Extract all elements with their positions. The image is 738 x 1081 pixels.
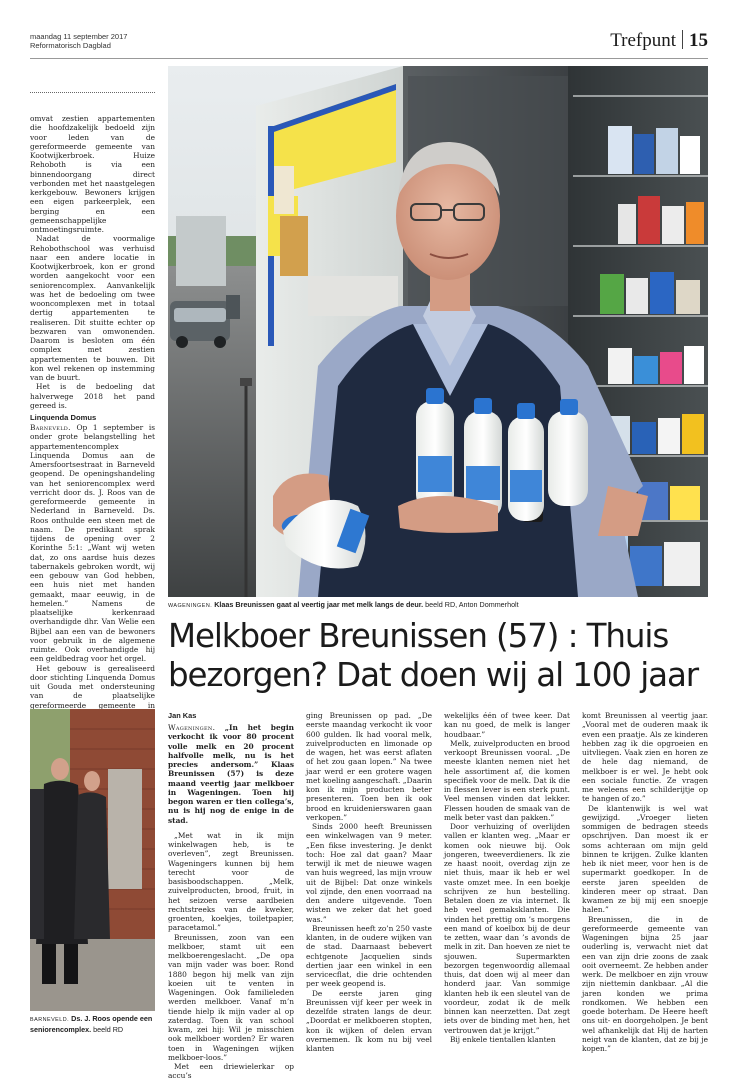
left-subheading: Linquenda Domus <box>30 413 97 422</box>
article-paragraph: De klantenwijk is wel wat gewijzigd. „Vroeger lieten sommigen de bedragen steeds opschrijven. Dan moest ik er soms achteraan om mijn geld binnen te krijgen. Zulke klanten heb ik niet meer, voor hen is de supermarkt goedkoper. In de eerste jaren speelden de kinderen meer op straat. Dan kwamen ze bij mij een snoepje halen.” <box>582 803 708 915</box>
article-lead <box>168 723 294 825</box>
article-paragraph: wekelijks één of twee keer. Dat kan nu goed, de melk is langer houdbaar.” <box>444 711 570 739</box>
article-headline: Melkboer Breunissen (57) : Thuis bezorgen? Dat doen wij al 100 jaar <box>168 617 699 694</box>
article-paragraph: Melk, zuivelproducten en brood verkoopt Breunissen vooral. „De meeste klanten nemen niet het hele assortiment af, die komen specifiek voor de melk. Dat ik die in flessen lever is een sterk punt. Veel mensen vinden dat lekker. Flessen houden de smaak van de melk beter vast dan pakken.” <box>444 738 570 822</box>
caption-location: WAGENINGEN. <box>168 603 213 609</box>
caption-credit: beeld RD, Anton Dommerholt <box>425 600 519 609</box>
caption-text: Ds. J. Roos opende een seniorencomplex. <box>30 1014 153 1034</box>
article-lead-text: „In het begin verkocht ik voor 80 procent volle melk en 20 procent halfvolle melk, nu is het precies andersom.” Klaas Breunissen (57) is deze maand veertig jaar melkboer in Wageningen. Toen hij begon waren er tien collega’s, nu is hij nog de enige in de stad. <box>168 723 295 825</box>
article-paragraph: Breunissen, die in de gereformeerde gemeente van Wageningen bijna 25 jaar ouderling is, verwacht niet dat een van zijn drie zoons de zaak ooit overneemt. Ze hebben ander werk. De melkboer en zijn vrouw zijn niettemin dankbaar. „Al die jaren konden we prima rondkomen. We hebben een goede boterham. De Heere heeft ons uit- en doorgeholpen. Je bent wel afhankelijk dat Hij de harten neigt van de klanten, dat ze bij je kopen.” <box>582 914 708 1053</box>
article-paragraph: Bij enkele tientallen klanten <box>450 1034 556 1044</box>
masthead-date-block <box>30 32 127 50</box>
left-paragraph: omvat zestien appartementen die hoofdzakelijk bedoeld zijn voor leden van de gereformeerde gemeente van Kootwijkerbroek. Huize Rehoboth is via een binnendoorgang direct verbonden met het naastgelegen kerkgebouw. Bewoners krijgen een eigen parkeerplek, een berging en een gemeenschappelijke ontmoetingsruimte. <box>30 114 155 234</box>
section-header <box>610 30 708 52</box>
article-paragraph: „Met wat in ik mijn winkelwagen heb, is te overleven”, zegt Breunissen. Wageningers kunnen bij hem terecht voor de basisboodschappen. „Melk, zuivelproducten, brood, fruit, in het seizoen verse aardbeien rechtstreeks van de kweker, groenten, koekjes, toiletpapier, paracetamol.” <box>168 830 294 933</box>
left-paragraph: Het gebouw is gerealiseerd door stichting Linquenda Domus uit Gouda met ondersteuning van de plaatselijke gereformeerde gemeente in <box>30 663 155 710</box>
left-paragraph: Het is de bedoeling dat halverwege 2018 het pand gereed is. <box>30 382 155 410</box>
header-rule <box>30 58 708 59</box>
article-paragraph: Met een driewielerkar op accu’s <box>168 1062 294 1081</box>
main-photo <box>168 66 708 597</box>
page-number: 15 <box>689 30 708 51</box>
main-photo-caption <box>168 600 708 611</box>
article-paragraph: Breunissen, zoon van een melkboer, stamt uit een melkboerengeslacht. „De opa van mijn vader was boer. Rond 1880 begon hij melk van zijn koeien uit te venten in Wageningen. Ook familieleden werden melkboer. Vanaf m’n tiende hielp ik mijn vader al op zaterdag. Toen ik van school kwam, zei hij: Wil je misschien ook melkboer worden? Er waren toen in Wageningen wijken melkboer-loos.” <box>168 932 294 1062</box>
newspaper-name: Reformatorisch Dagblad <box>30 41 111 50</box>
caption-text: Klaas Breunissen gaat al veertig jaar met melk langs de deur. <box>214 600 424 609</box>
left-paragraph <box>30 423 155 664</box>
caption-location: BARNEVELD. <box>30 1017 70 1023</box>
section-name: Trefpunt <box>610 30 676 51</box>
article-paragraph: Sinds 2000 heeft Breunissen een winkelwagen van 9 meter. „Een fikse investering. Je denkt toch: Hoe zal dat gaan? Maar terwijl ik met de nieuwe wagen van huis wegreed, las mijn vrouw uit de Bijbel: Dat onze winkels vol zijnde, den enen voorraad na den andere uitgevende. Toen wisten we zeker dat het goed was.” <box>306 822 432 924</box>
article-paragraph: komt Breunissen al veertig jaar. „Vooral met de ouderen maak ik even een praatje. Als ze kinderen hebben zag ik die opgroeien en uitvliegen. Vaak zien en horen ze de hele dag niemand, de melkboer is er wel. Je hebt ook een sociale functie. Ze vragen me weleens een schilderijtje op te hangen of zo.” <box>582 711 708 804</box>
dotted-rule <box>30 92 155 93</box>
article-byline: Jan Kas <box>168 711 197 720</box>
small-photo <box>30 709 155 1011</box>
article-dateline: Wageningen. <box>168 723 216 732</box>
article-column-1 <box>168 723 295 1081</box>
small-photo-caption <box>30 1014 155 1034</box>
article-column-2 <box>306 711 432 1053</box>
left-paragraph-text: Op 1 september is onder grote belangstelling het appartementencomplex Linquenda Domus aan de Amersfoortsestraat in Barneveld geopend. De openingshandeling van het seniorencomplex werd verricht door ds. J. Roos van de gereformeerde gemeente in Nederland in Barneveld. Ds. Roos onthulde een steen met de naam. De predikant sprak tijdens de opening over 2 Korinthe 5:1: „Want wij weten dat, zo ons aardse huis dezes tabernakels gebroken wordt, wij een gebouw van God hebben, een huis niet met handen gemaakt, maar eeuwig, in de hemelen.” Namens de plaatselijke kerkenraad overhandigde dhr. Van Welie een Bijbel aan een van de bewoners voor gebruik in de algemene ruimte. Ook overhandigde hij een geldbedrag voor het orgel. <box>30 423 155 664</box>
article-paragraph: De eerste jaren ging Breunissen vijf keer per week in dezelfde straten langs de deur. „Doordat er melkboeren stopten, kon ik wijken of delen ervan overnemen. Ik kom nu bij veel klanten <box>306 988 432 1053</box>
left-dateline: Barneveld. <box>30 423 71 432</box>
article-paragraph: ging Breunissen op pad. „De eerste maandag verkocht ik voor 600 gulden. Ik had vooral melk, zuivelproducten en limonade op de wagen, het was eerst aflaten of het zou gaan lopen.” Na twee jaar werd er een grotere wagen met koeling aangeschaft. „Daarin kon ik mijn producten beter presenteren. Toen ben ik ook brood en kruidenierswaren gaan verkopen.” <box>306 711 432 822</box>
article-paragraph: Door verhuizing of overlijden vallen er klanten weg. „Maar er komen ook nieuwe bij. Ook jongeren, tweeverdieners. Ik zie ze haast nooit, overdag zijn ze niet thuis, maar ik heb er wel vaste omzet mee. In een boekje schrijven ze hun bestelling. Betalen doen ze via internet. Ik heb veel gemaksklanten. Die vinden het prettig om ’s morgens een mand of koelbox bij de deur te zetten, waar dan ’s avonds de melk in zit. Dan hoeven ze niet te sjouwen. Supermarkten bezorgen tegenwoordig allemaal thuis, dat doen wij al meer dan honderd jaar. Van sommige klanten heb ik een sleutel van de voordeur, zodat ik de melk binnen kan neerzetten. Dat zegt iets over de binding met hen, het vertrouwen dat je krijgt.” <box>444 822 570 1035</box>
section-divider <box>682 30 683 49</box>
left-paragraph: Nadat de voormalige Rehobothschool was verhuisd naar een andere locatie in Kootwijkerbroek, kon er grond worden aangekocht voor een seniorencomplex. Aanvankelijk was het de bedoeling om twee wooncomplexen met in totaal dertig appartementen te realiseren. Dit stuitte echter op bezwaren van omwonenden. Daarom is besloten om één complex met zestien appartementen te bouwen. Dit kon wel rekenen op instemming van de buurt. <box>30 234 155 382</box>
article-paragraph: Breunissen heeft zo’n 250 vaste klanten, in de oudere wijken van de stad. Daarnaast bebevert echtgenote Jacquelien sinds dertien jaar een winkel in een servicecflat, die drie ochtenden per week geopend is. <box>306 923 432 989</box>
article-column-3 <box>444 711 570 1044</box>
issue-date: maandag 11 september 2017 <box>30 32 128 41</box>
left-column-article <box>30 114 155 710</box>
caption-credit: beeld RD <box>93 1025 124 1034</box>
article-column-4 <box>582 711 708 1053</box>
